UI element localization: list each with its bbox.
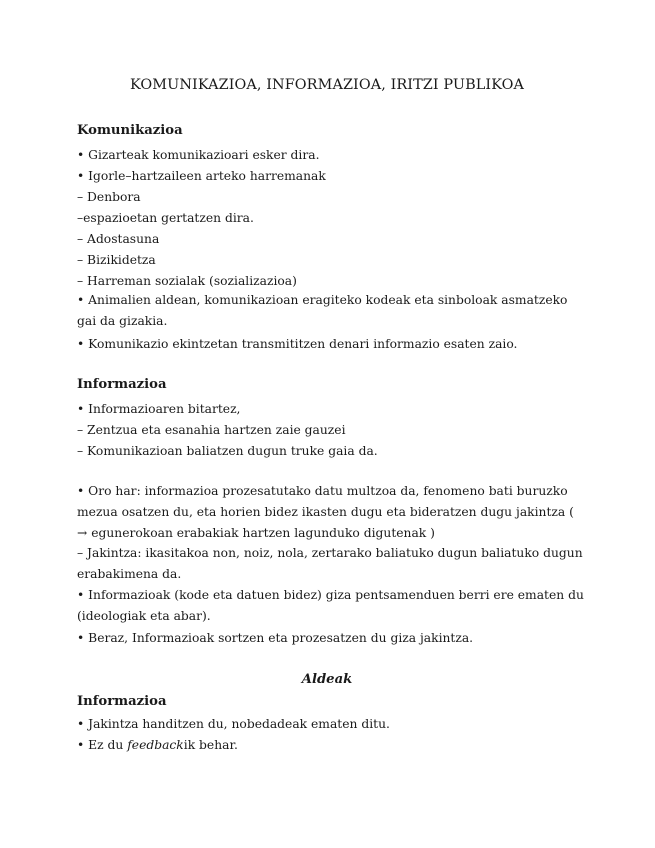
list-item [77, 737, 238, 753]
list-item: • Igorle–hartzaileen arteko harremanak [77, 169, 326, 183]
subheading-informazioa: Informazioa [77, 694, 167, 709]
paragraph: • Animalien aldean, komunikazioan eragiteko kodeak eta sinboloak asmatzeko gai da gizakia. [77, 293, 568, 328]
section-heading-komunikazioa: Komunikazioa [77, 123, 183, 138]
paragraph: • Komunikazio ekintzetan transmititzen denari informazio esaten zaio. [77, 337, 518, 351]
paragraph: • Beraz, Informazioak sortzen eta prozesatzen du giza jakintza. [77, 631, 474, 645]
list-item: – Komunikazioan baliatzen dugun truke gaia da. [77, 444, 378, 458]
list-item: – Zentzua eta esanahia hartzen zaie gauzei [77, 423, 346, 437]
text-segment: • Ez du [77, 738, 128, 752]
list-item: – Adostasuna [77, 232, 160, 246]
list-item: – Denbora [77, 190, 141, 204]
text-segment: ik behar. [183, 738, 238, 752]
list-item: – Bizikidetza [77, 253, 156, 267]
list-item: • Jakintza handitzen du, nobedadeak ematen ditu. [77, 717, 390, 731]
italic-term: feedback [127, 738, 184, 752]
section-heading-informazioa: Informazioa [77, 377, 167, 392]
section-heading-aldeak: Aldeak [301, 672, 353, 687]
list-item: • Gizarteak komunikazioari esker dira. [77, 148, 320, 162]
document-title: KOMUNIKAZIOA, INFORMAZIOA, IRITZI PUBLIKOA [129, 77, 525, 93]
paragraph: • Oro har: informazioa prozesatutako datu multzoa da, fenomeno bati buruzko mezua osatzen du, eta horien bidez ikasten dugu eta bideratzen dugu jakintza ( → egunerokoan erabakiak hartzen lagunduko digutenak ) [77, 484, 574, 540]
paragraph: • Informazioak (kode eta datuen bidez) giza pentsamenduen berri ere ematen du (ideologiak eta abar). [77, 588, 584, 623]
list-item: • Informazioaren bitartez, [77, 402, 241, 416]
list-item: – Harreman sozialak (sozializazioa) [77, 274, 297, 288]
paragraph: – Jakintza: ikasitakoa non, noiz, nola, zertarako baliatuko dugun baliatuko dugun erabakimena da. [77, 546, 583, 581]
list-item: –espazioetan gertatzen dira. [77, 211, 254, 225]
